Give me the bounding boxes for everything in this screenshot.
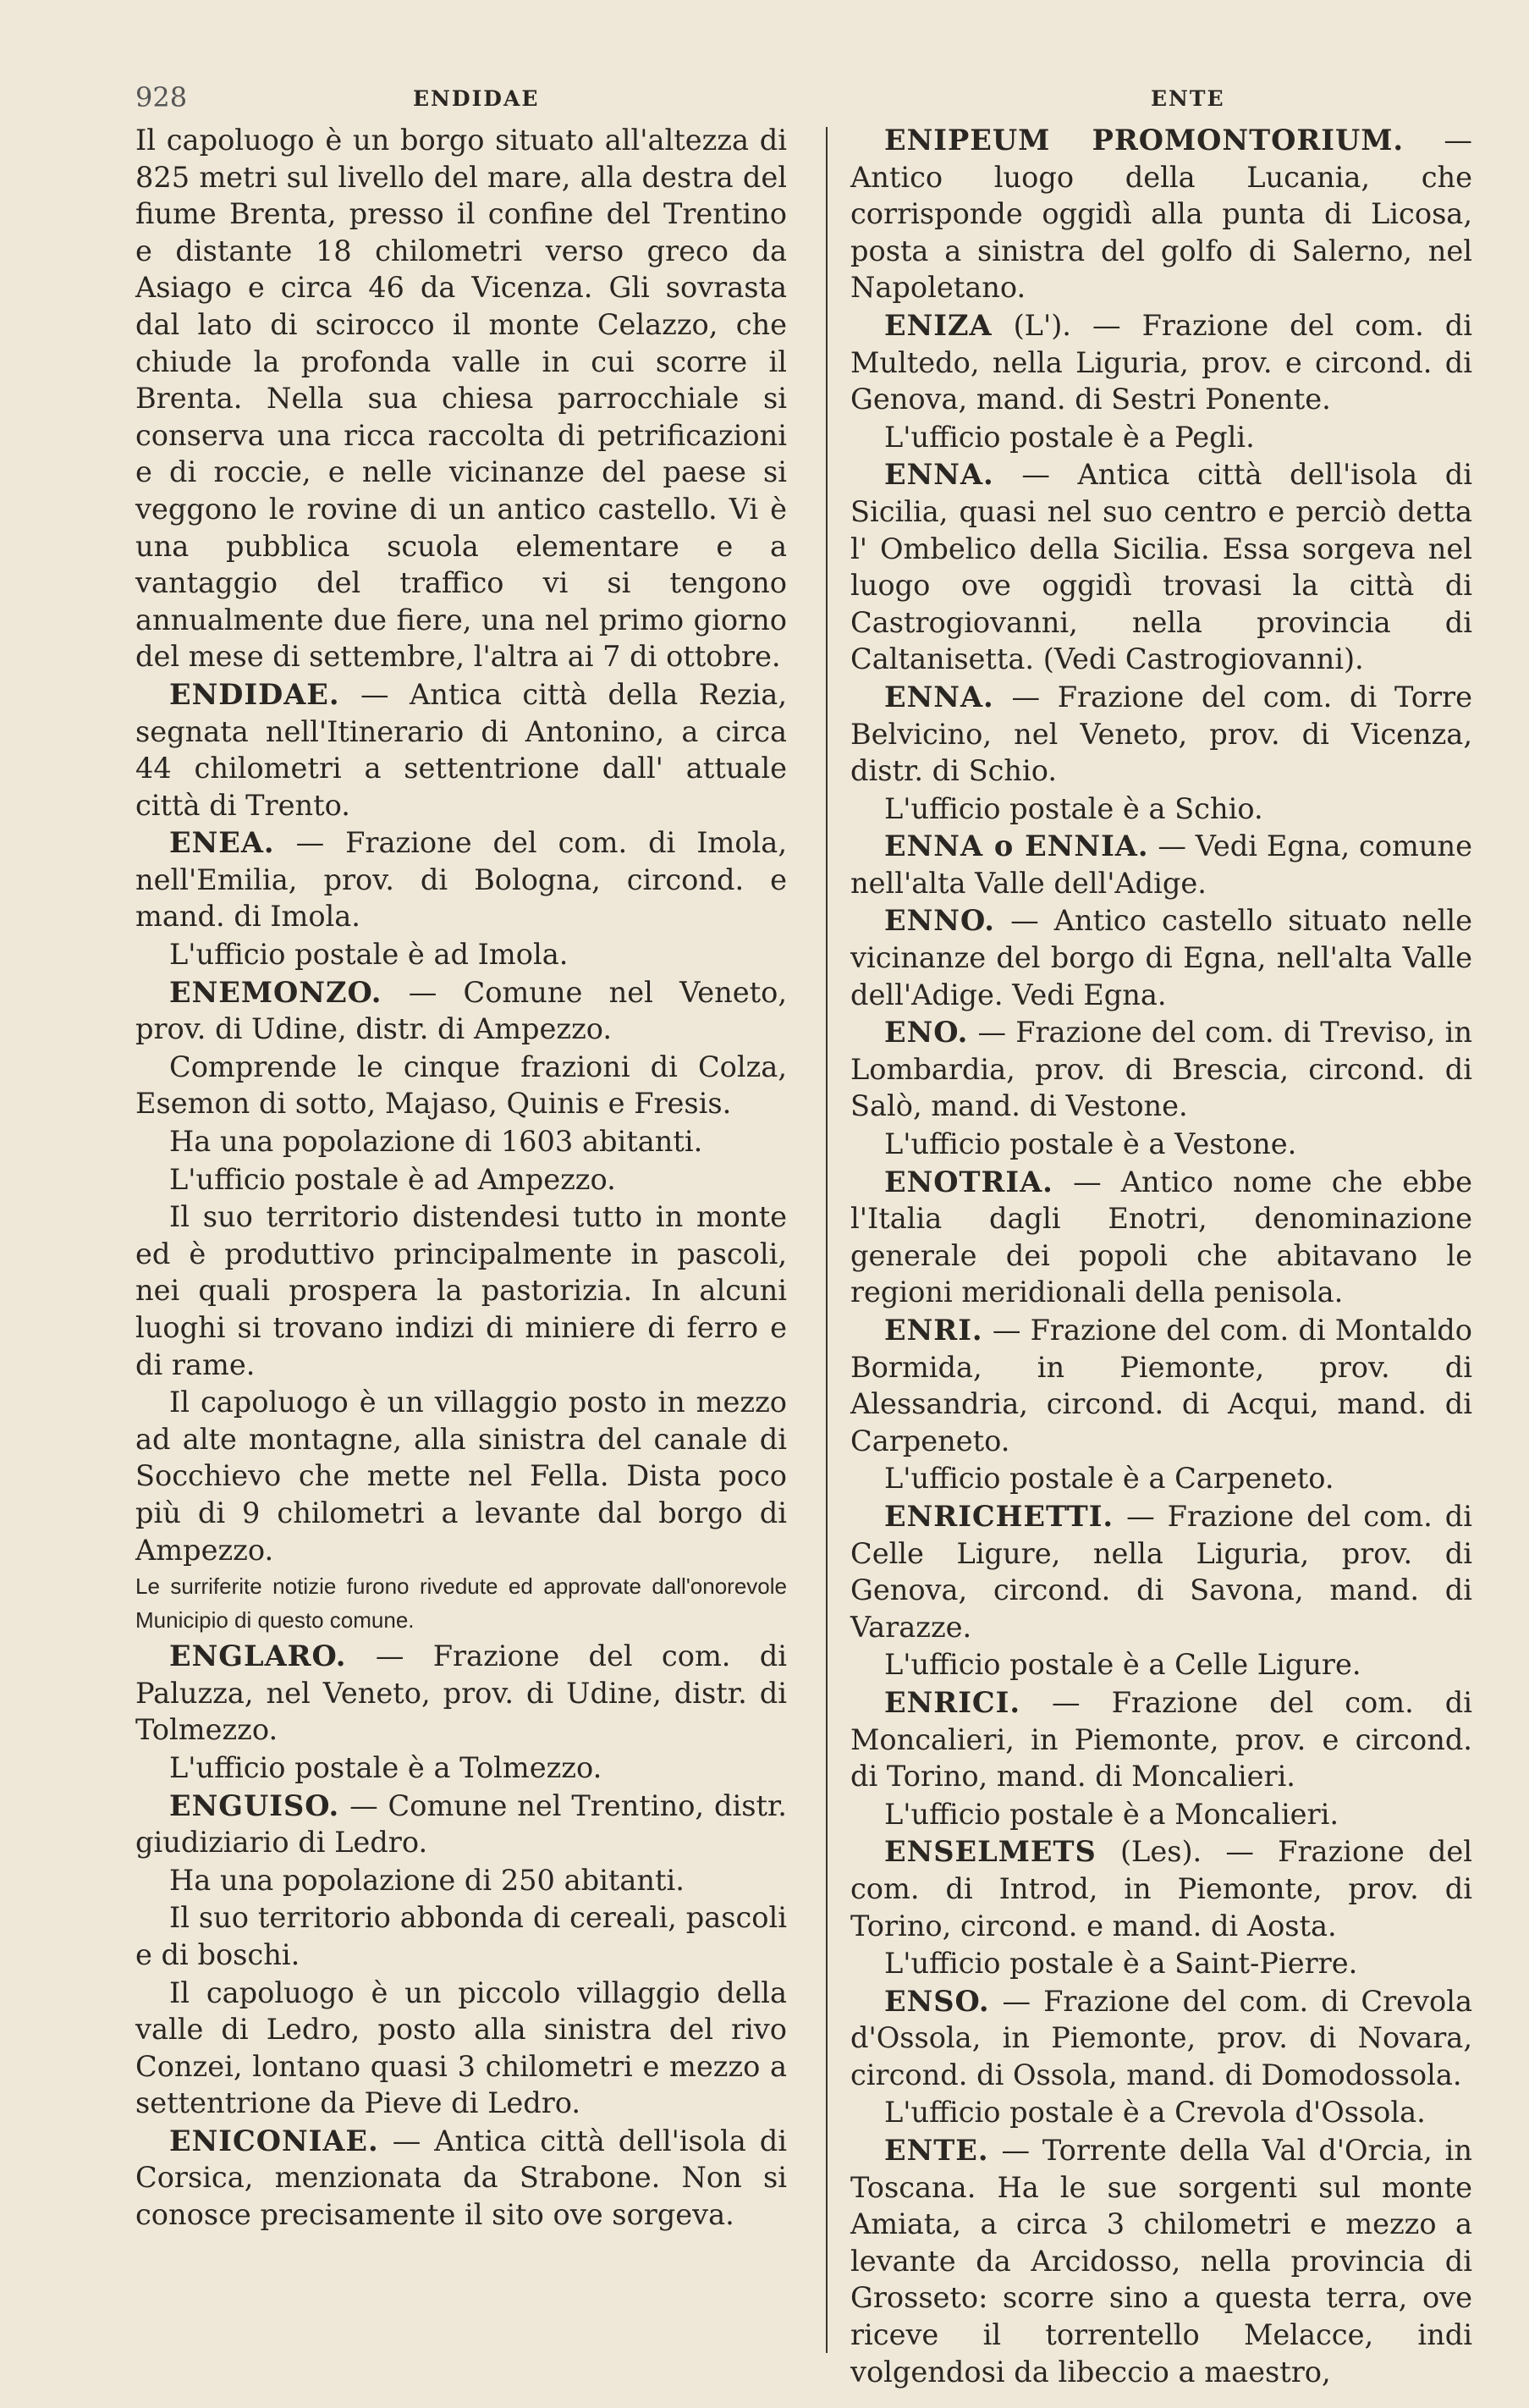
entry-paragraph <box>850 1945 1472 1982</box>
entry-text: Il suo territorio distendesi tutto in monte ed è produttivo principalmente in pascoli, nei quali prospera la pastorizia. In alcuni luoghi si trovano indizi di miniere di ferro e di rame. <box>135 1200 787 1381</box>
entry-text: — Antica città dell'isola di Sicilia, quasi nel suo centro e perciò detta l' Ombelico della Sicilia. Essa sorgeva nel luogo ove oggidì trovasi la città di Castrogiovanni, nella provincia di Caltanisetta. (Vedi Castrogiovanni). <box>850 458 1472 676</box>
entry-text: L'ufficio postale è a Schio. <box>884 791 1263 825</box>
entry-text: — Antica città della Rezia, segnata nell'Itinerario di Antonino, a circa 44 chilometri a settentrione dall' attuale città di Trento. <box>135 677 787 822</box>
right-running-head: ENTE <box>1151 86 1225 111</box>
dictionary-entry <box>135 1788 787 1861</box>
entry-headword: ENGLARO. <box>169 1639 347 1673</box>
dictionary-entry <box>850 456 1472 678</box>
entry-text: L'ufficio postale è a Saint-Pierre. <box>884 1947 1358 1981</box>
entry-text: Ha una popolazione di 1603 abitanti. <box>169 1125 703 1159</box>
dictionary-entry <box>850 679 1472 790</box>
entry-text: — Frazione del com. di Montaldo Bormida, in Piemonte, prov. di Alessandria, circond. di Acqui, mand. di Carpeneto. <box>850 1314 1472 1457</box>
left-running-head: ENDIDAE <box>413 86 540 111</box>
entry-headword: ENIZA <box>884 307 993 342</box>
page-header <box>135 81 1529 122</box>
entry-paragraph <box>135 1569 787 1637</box>
entry-paragraph <box>850 1796 1472 1833</box>
entry-text: — Frazione del com. di Imola, nell'Emilia, prov. di Bologna, circond. e mand. di Imola. <box>135 826 787 934</box>
entry-text: — Frazione del com. di Torre Belvicino, nel Veneto, prov. di Vicenza, distr. di Schio. <box>850 680 1472 788</box>
entry-headword: ENRICHETTI. <box>884 1498 1114 1533</box>
entry-text: L'ufficio postale è a Tolmezzo. <box>169 1750 602 1784</box>
entry-text: — Antica città dell'isola di Corsica, menzionata da Strabone. Non si conosce precisamente il sito ove sorgeva. <box>135 2124 787 2232</box>
entry-headword: ENNA. <box>884 457 994 492</box>
entry-paragraph <box>135 1975 787 2122</box>
dictionary-entry <box>135 824 787 935</box>
entry-headword: ENNO. <box>884 903 995 938</box>
entry-paragraph <box>135 1198 787 1383</box>
entry-text: Il suo territorio abbonda di cereali, pascoli e di boschi. <box>135 1901 787 1971</box>
entry-text: — Frazione del com. di Moncalieri, in Piemonte, prov. e circond. di Torino, mand. di Moncalieri. <box>850 1685 1472 1794</box>
dictionary-entry <box>135 676 787 824</box>
entry-paragraph <box>850 791 1472 828</box>
entry-headword: ENRI. <box>884 1313 983 1347</box>
entry-text: Comprende le cinque frazioni di Colza, Esemon di sotto, Majaso, Quinis e Fresis. <box>135 1050 787 1121</box>
entry-headword: ENICONIAE. <box>169 2123 379 2157</box>
entry-text: — Frazione del com. di Treviso, in Lombardia, prov. di Brescia, circond. di Salò, mand. di Vestone. <box>850 1016 1472 1123</box>
dictionary-entry <box>850 1498 1472 1645</box>
entry-text: L'ufficio postale è a Celle Ligure. <box>884 1648 1361 1682</box>
entry-text: L'ufficio postale è a Pegli. <box>884 420 1255 454</box>
left-column <box>135 122 787 2234</box>
entry-paragraph <box>135 1899 787 1973</box>
entry-paragraph <box>135 122 787 675</box>
column-divider <box>826 127 828 2353</box>
entry-headword: ENDIDAE. <box>169 676 340 711</box>
entry-text: (Les). — Frazione del com. di Introd, in Piemonte, prov. di Torino, circond. e mand. di Aosta. <box>850 1835 1472 1942</box>
entry-paragraph <box>135 1161 787 1198</box>
dictionary-entry <box>850 122 1472 306</box>
dictionary-entry <box>850 1983 1472 2094</box>
page-number: 928 <box>135 81 188 113</box>
entry-text: — Antico nome che ebbe l'Italia dagli Enotri, denominazione generale dei popoli che abitavano le regioni meridionali della penisola. <box>850 1165 1472 1309</box>
entry-text: — Comune nel Veneto, prov. di Udine, distr. di Ampezzo. <box>135 975 787 1046</box>
entry-text: (L'). — Frazione del com. di Multedo, nella Liguria, prov. e circond. di Genova, mand. di Sestri Ponente. <box>850 308 1472 416</box>
entry-headword: ENO. <box>884 1015 969 1050</box>
entry-paragraph <box>850 2094 1472 2131</box>
entry-paragraph <box>135 1049 787 1122</box>
dictionary-entry <box>850 828 1472 901</box>
entry-text: — Frazione del com. di Crevola d'Ossola, in Piemonte, prov. di Novara, circond. di Ossola, mand. di Domodossola. <box>850 1984 1472 2091</box>
entry-headword: ENEA. <box>169 825 275 860</box>
entry-text: — Antico castello situato nelle vicinanze del borgo di Egna, nell'alta Valle dell'Adige. Vedi Egna. <box>850 904 1472 1011</box>
entry-text: — Vedi Egna, comune nell'alta Valle dell'Adige. <box>850 829 1472 900</box>
dictionary-entry <box>850 1014 1472 1125</box>
entry-text: — Antico luogo della Lucania, che corrisponde oggidì alla punta di Licosa, posta a sinistra del golfo di Salerno, nel Napoletano. <box>850 124 1472 305</box>
entry-text: L'ufficio postale è a Carpeneto. <box>884 1462 1334 1496</box>
entry-text: Ha una popolazione di 250 abitanti. <box>169 1863 685 1897</box>
entry-headword: ENIPEUM PROMONTORIUM. <box>884 123 1405 157</box>
entry-text: L'ufficio postale è a Vestone. <box>884 1127 1297 1161</box>
entry-paragraph <box>135 1123 787 1160</box>
dictionary-entry <box>850 1164 1472 1311</box>
dictionary-entry <box>850 1312 1472 1459</box>
entry-text: Le surriferite notizie furono rivedute ed approvate dall'onorevole Municipio di questo comune. <box>135 1573 787 1634</box>
dictionary-entry <box>850 902 1472 1013</box>
entry-text: Il capoluogo è un villaggio posto in mezzo ad alte montagne, alla sinistra del canale di Socchievo che mette nel Fella. Dista poco più di 9 chilometri a levante dal borgo di Ampezzo. <box>135 1386 787 1567</box>
entry-headword: ENOTRIA. <box>884 1164 1053 1198</box>
dictionary-entry <box>850 307 1472 418</box>
dictionary-entry <box>850 2132 1472 2390</box>
entry-headword: ENTE. <box>884 2133 989 2168</box>
entry-headword: ENGUISO. <box>169 1788 340 1822</box>
entry-text: — Frazione del com. di Celle Ligure, nella Liguria, prov. di Genova, circond. di Savona, mand. di Varazze. <box>850 1499 1472 1644</box>
entry-text: Il capoluogo è un piccolo villaggio della valle di Ledro, posto alla sinistra del rivo Conzei, lontano quasi 3 chilometri e mezzo a settentrione da Pieve di Ledro. <box>135 1975 787 2120</box>
dictionary-entry <box>850 1833 1472 1944</box>
entry-headword: ENEMONZO. <box>169 974 382 1009</box>
entry-paragraph <box>135 1750 787 1787</box>
entry-text: — Comune nel Trentino, distr. giudiziario di Ledro. <box>135 1788 787 1860</box>
entry-headword: ENRICI. <box>884 1684 1021 1719</box>
entry-text: L'ufficio postale è ad Imola. <box>169 938 569 972</box>
entry-headword: ENSO. <box>884 1983 990 2018</box>
dictionary-entry <box>135 974 787 1048</box>
entry-paragraph <box>850 1646 1472 1683</box>
right-column <box>850 122 1472 2391</box>
entry-paragraph <box>135 1384 787 1568</box>
entry-text: L'ufficio postale è a Crevola d'Ossola. <box>884 2096 1426 2130</box>
entry-headword: ENNA o ENNIA. <box>884 829 1149 863</box>
entry-paragraph <box>850 1460 1472 1497</box>
entry-text: — Frazione del com. di Paluzza, nel Veneto, prov. di Udine, distr. di Tolmezzo. <box>135 1639 787 1747</box>
dictionary-entry <box>135 1638 787 1749</box>
entry-text: — Torrente della Val d'Orcia, in Toscana. Ha le sue sorgenti sul monte Amiata, a circa 3 chilometri e mezzo a levante da Arcidosso, nella provincia di Grosseto: scorre sino a questa terra, ove riceve il torrentello Melacce, indi volgendosi da libeccio a maestro, <box>850 2134 1472 2389</box>
entry-text: L'ufficio postale è a Moncalieri. <box>884 1797 1339 1831</box>
entry-paragraph <box>850 419 1472 456</box>
entry-paragraph <box>135 1862 787 1899</box>
entry-paragraph <box>135 936 787 973</box>
entry-headword: ENSELMETS <box>884 1834 1097 1869</box>
entry-headword: ENNA. <box>884 679 994 714</box>
dictionary-entry <box>135 2123 787 2234</box>
entry-text: L'ufficio postale è ad Ampezzo. <box>169 1162 616 1196</box>
dictionary-entry <box>850 1684 1472 1795</box>
entry-text: Il capoluogo è un borgo situato all'altezza di 825 metri sul livello del mare, alla destra del fiume Brenta, presso il confine del Trentino e distante 18 chilometri verso greco da Asiago e circa 46 da Vicenza. Gli sovrasta dal lato di scirocco il monte Celazzo, che chiude la profonda valle in cui scorre il Brenta. Nella sua chiesa parrocchiale si conserva una ricca raccolta di petrificazioni e di roccie, e nelle vicinanze del paese si veggono le rovine di un antico castello. Vi è una pubblica scuola elementare e a vantaggio del traffico vi si tengono annualmente due fiere, una nel primo giorno del mese di settembre, l'altra ai 7 di ottobre. <box>135 124 787 674</box>
entry-paragraph <box>850 1126 1472 1163</box>
